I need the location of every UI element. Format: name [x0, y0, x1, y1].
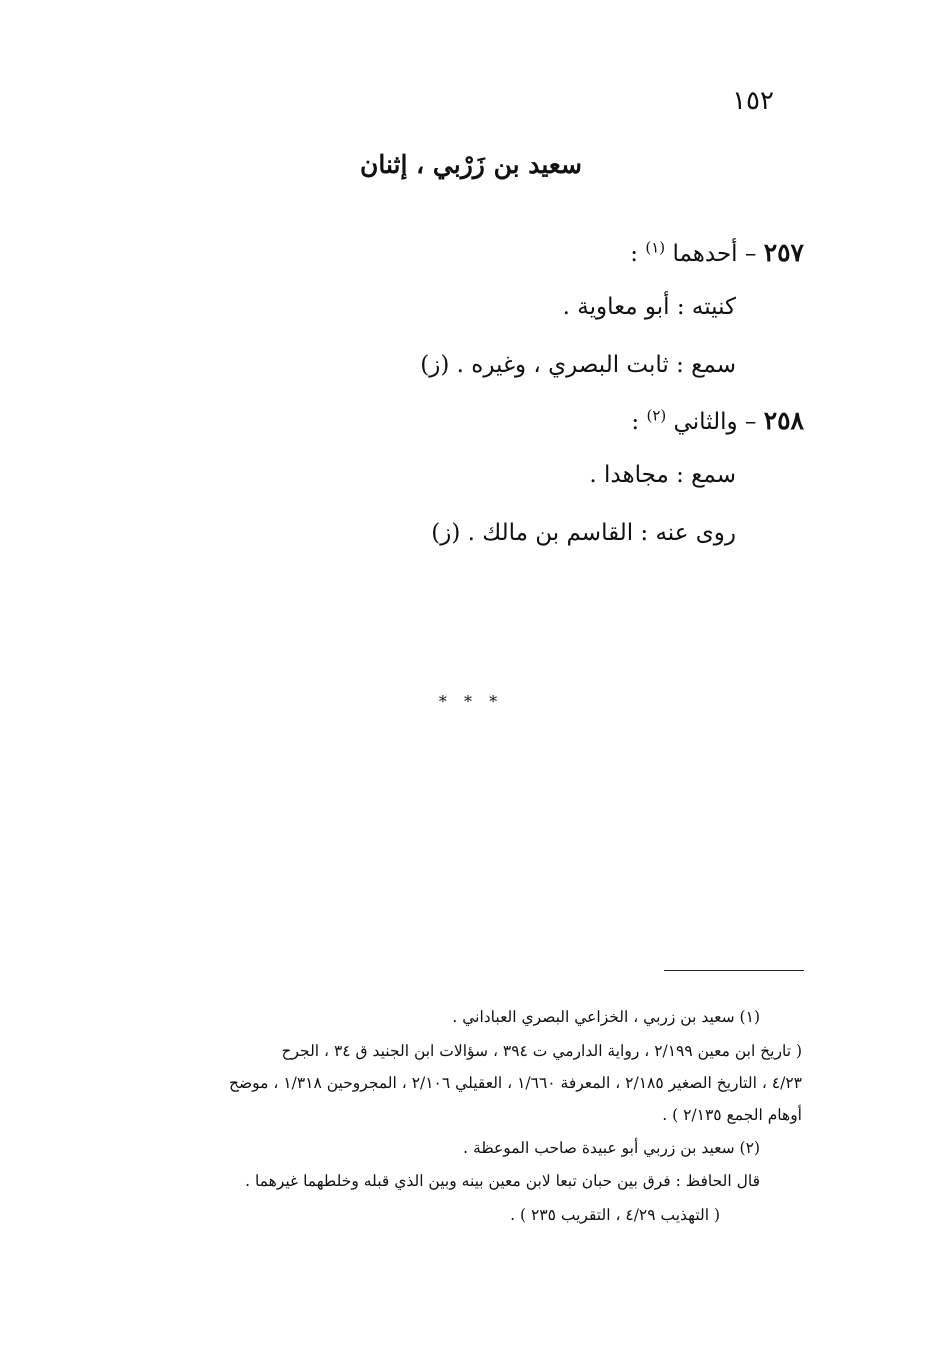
entry-colon: :	[631, 409, 647, 435]
heard-from-line: سمع : مجاهدا .	[589, 462, 736, 488]
kunya-line: كنيته : أبو معاوية .	[562, 294, 736, 320]
footnote-1: (١) سعيد بن زربي ، الخزاعي البصري العباداني .	[452, 1008, 760, 1026]
entry-separator: –	[737, 241, 764, 267]
footnote-1-sources-line-1: ( تاريخ ابن معين ٢/١٩٩ ، رواية الدارمي ت ٣٩٤ ، سؤالات ابن الجنيد ق ٣٤ ، الجرح	[281, 1042, 802, 1060]
entry-separator: –	[737, 409, 764, 435]
entry-number: ٢٥٧	[763, 238, 804, 267]
page-heading: سعيد بن زَرْبي ، إثنان	[360, 150, 582, 179]
footnote-1-sources-line-2: ٤/٢٣ ، التاريخ الصغير ٢/١٨٥ ، المعرفة ١/٦٦٠ ، العقيلي ٢/١٠٦ ، المجروحين ١/٣١٨ ، موضح	[228, 1074, 802, 1092]
section-separator: * * *	[438, 692, 504, 711]
footnote-rule	[664, 970, 804, 971]
heard-from-line: سمع : ثابت البصري ، وغيره . (ز)	[420, 352, 736, 378]
footnote-2-comment: قال الحافظ : فرق بين حبان تبعا لابن معين بينه وبين الذي قبله وخلطهما غيرهما .	[245, 1172, 760, 1190]
footnote-2-sources: ( التهذيب ٤/٢٩ ، التقريب ٢٣٥ ) .	[510, 1206, 720, 1224]
entry-label: أحدهما	[672, 241, 738, 267]
footnote-2: (٢) سعيد بن زربي أبو عبيدة صاحب الموعظة .	[463, 1139, 760, 1157]
entry-257	[630, 238, 804, 267]
entry-label: والثاني	[673, 409, 738, 435]
footnote-1-sources-line-3: أوهام الجمع ٢/١٣٥ ) .	[662, 1106, 802, 1124]
page-number: ١٥٢	[732, 86, 774, 116]
entry-number: ٢٥٨	[763, 406, 804, 435]
footnote-marker: (٢)	[646, 406, 667, 425]
narrated-by-line: روى عنه : القاسم بن مالك . (ز)	[431, 520, 736, 546]
entry-colon: :	[630, 241, 646, 267]
footnote-marker: (١)	[645, 238, 666, 257]
entry-258	[631, 406, 804, 435]
